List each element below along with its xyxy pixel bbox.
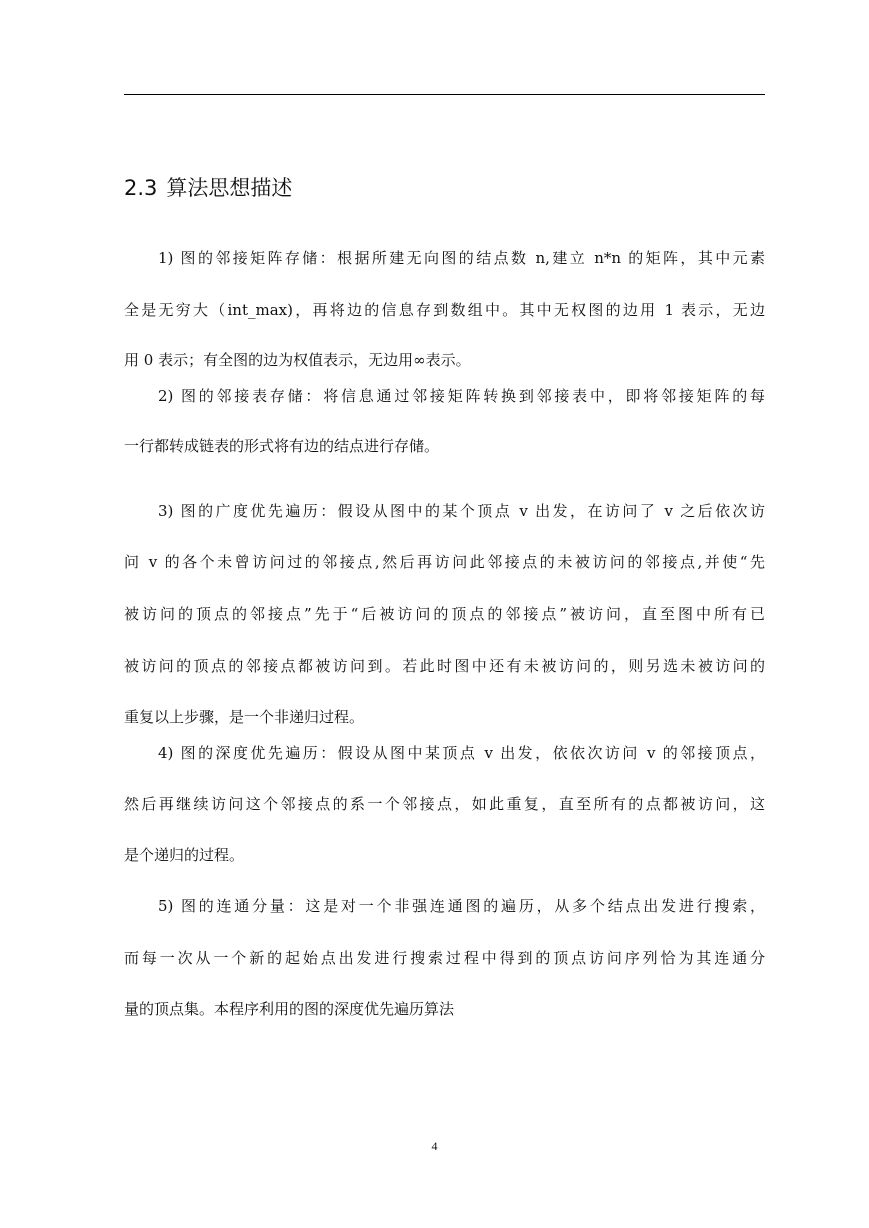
- paragraph-line: 重复以上步骤，是一个非递归过程。: [124, 708, 365, 726]
- paragraph-line: 然后再继续访问这个邻接点的系一个邻接点，如此重复，直至所有的点都被访问，这: [124, 795, 765, 813]
- paragraph-line: 被访问的顶点的邻接点都被访问到。若此时图中还有未被访问的，则另选未被访问的: [124, 657, 765, 675]
- paragraph-line: 用 0 表示；有全图的边为权值表示，无边用∞表示。: [124, 351, 471, 369]
- section-title: 算法思想描述: [166, 176, 293, 200]
- paragraph-line: 全是无穷大（int_max)，再将边的信息存到数组中。其中无权图的边用 1 表示，无边: [124, 301, 765, 319]
- paragraph-line: 5) 图的连通分量：这是对一个非强连通图的遍历，从多个结点出发进行搜索，: [158, 897, 765, 915]
- section-heading: [124, 172, 292, 202]
- paragraph-line: 而每一次从一个新的起始点出发进行搜索过程中得到的顶点访问序列恰为其连通分: [124, 949, 765, 967]
- paragraph-line: 是个递归的过程。: [124, 846, 245, 864]
- paragraph-line: 4) 图的深度优先遍历：假设从图中某顶点 v 出发，依依次访问 v 的邻接顶点，: [158, 744, 765, 762]
- paragraph-line: 被访问的顶点的邻接点”先于“后被访问的顶点的邻接点”被访问，直至图中所有已: [124, 605, 765, 623]
- section-number: 2.3: [124, 176, 158, 200]
- page-number: 4: [431, 1139, 438, 1153]
- paragraph-line: 1) 图的邻接矩阵存储：根据所建无向图的结点数 n,建立 n*n 的矩阵，其中元素: [158, 249, 765, 267]
- paragraph-line: 2) 图的邻接表存储：将信息通过邻接矩阵转换到邻接表中，即将邻接矩阵的每: [158, 387, 765, 405]
- paragraph-line: 量的顶点集。本程序利用的图的深度优先遍历算法: [124, 1000, 455, 1018]
- paragraph-line: 3) 图的广度优先遍历：假设从图中的某个顶点 v 出发，在访问了 v 之后依次访: [158, 502, 765, 520]
- header-rule: [124, 94, 765, 95]
- paragraph-line: 一行都转成链表的形式将有边的结点进行存储。: [124, 437, 440, 455]
- paragraph-line: 问 v 的各个未曾访问过的邻接点,然后再访问此邻接点的未被访问的邻接点,并使“先: [124, 553, 765, 571]
